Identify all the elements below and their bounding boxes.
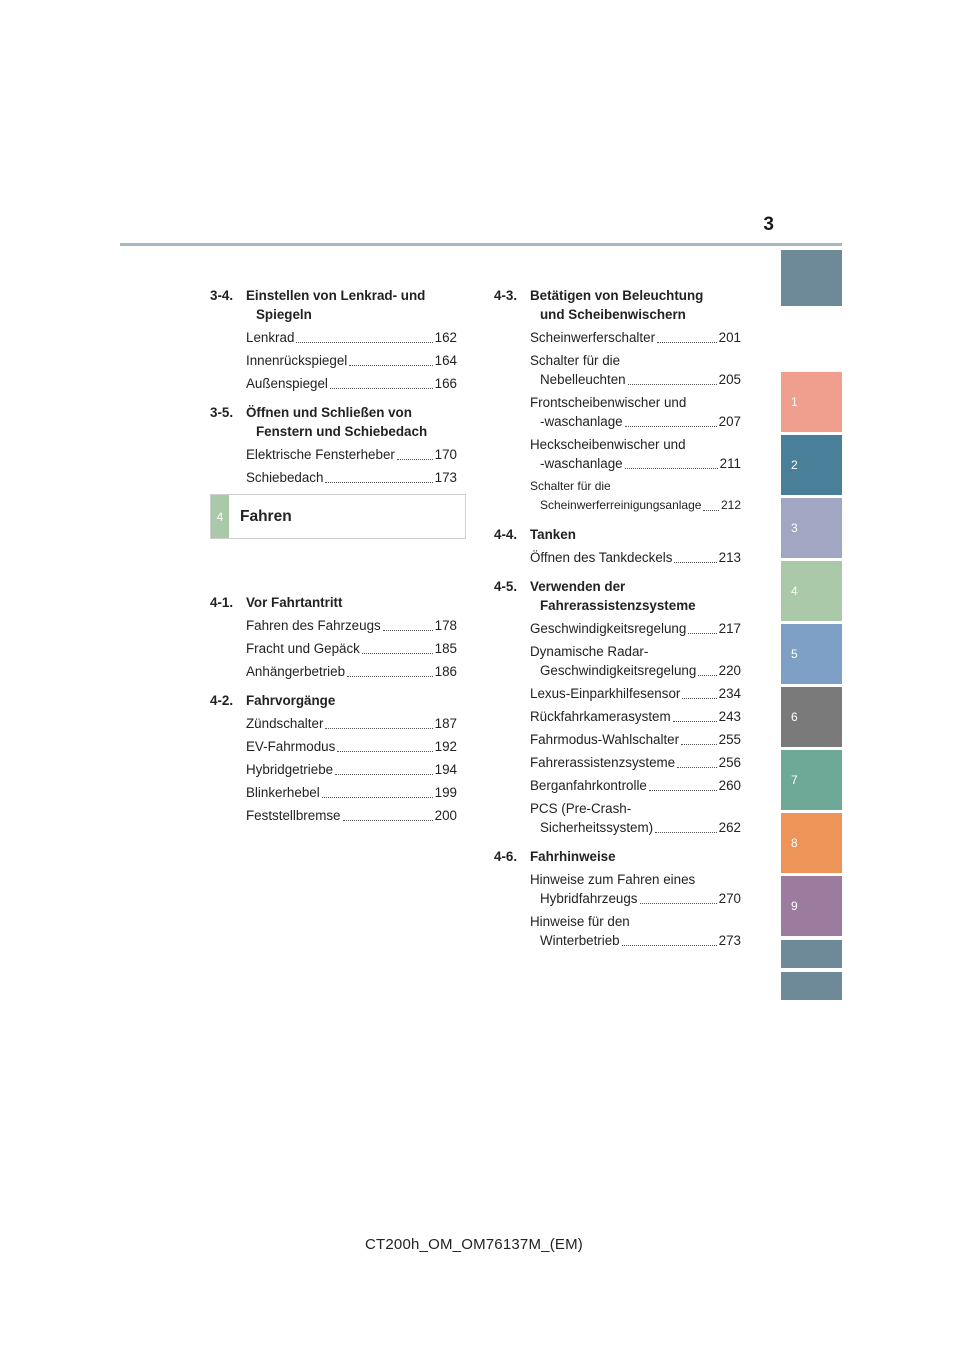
toc-entry[interactable] (210, 328, 457, 347)
toc-section-title: Fahrerassistenzsysteme (540, 598, 696, 613)
toc-entry[interactable] (210, 616, 457, 635)
toc-entry-page: 255 (718, 732, 741, 747)
toc-entry-page: 192 (434, 739, 457, 754)
toc-entry-page: 173 (434, 470, 457, 485)
toc-leader-dots (677, 767, 717, 768)
toc-section-number: 3-5. (210, 405, 234, 420)
toc-entry-page: 260 (718, 778, 741, 793)
toc-entry-row (246, 351, 457, 370)
toc-entry[interactable] (494, 548, 741, 567)
toc-leader-dots (655, 832, 717, 833)
toc-entry-row (246, 616, 457, 635)
toc-entry-page: 205 (718, 372, 741, 387)
toc-entry-page: 256 (718, 755, 741, 770)
toc-section-title: Betätigen von Beleuchtung (530, 288, 704, 303)
toc-entry-page: 199 (434, 785, 457, 800)
toc-leader-dots (673, 721, 717, 722)
toc-entry-label: -waschanlage (540, 456, 623, 471)
toc-entry-page: 201 (718, 330, 741, 345)
toc-entry-label: Winterbetrieb (540, 933, 620, 948)
toc-entry-prefix: PCS (Pre-Crash- (530, 801, 632, 816)
toc-entry-label: Anhängerbetrieb (246, 664, 346, 679)
toc-entry-label: Fracht und Gepäck (246, 641, 360, 656)
toc-entry-label: Geschwindigkeitsregelung (530, 621, 687, 636)
toc-leader-dots (674, 562, 716, 563)
toc-entry-row (530, 328, 741, 347)
toc-entry-page: 262 (718, 820, 741, 835)
toc-entry[interactable] (210, 737, 457, 756)
toc-section[interactable] (210, 593, 457, 612)
toc-entry-label: Lenkrad (246, 330, 295, 345)
toc-entry-prefix: Heckscheibenwischer und (530, 437, 686, 452)
toc-right-column (494, 286, 741, 950)
toc-entry-label: Lexus-Einparkhilfesensor (530, 686, 681, 701)
toc-entry-row (246, 806, 457, 825)
chapter-tab-blank-11[interactable] (781, 972, 842, 1000)
toc-leader-dots (325, 482, 432, 483)
toc-entry-page: 166 (434, 376, 457, 391)
toc-entry-label: Außenspiegel (246, 376, 328, 391)
toc-entry-page: 217 (718, 621, 741, 636)
toc-section-number: 4-6. (494, 849, 518, 864)
toc-entry-label: Scheinwerferschalter (530, 330, 656, 345)
toc-entry[interactable] (210, 714, 457, 733)
toc-section-title: Fenstern und Schiebedach (256, 424, 428, 439)
toc-section[interactable] (494, 577, 741, 615)
toc-section-title: Tanken (530, 527, 576, 542)
toc-leader-dots (383, 630, 433, 631)
toc-entry[interactable] (210, 662, 457, 681)
toc-entry-row (246, 445, 457, 464)
toc-entry-label: Fahrmodus-Wahlschalter (530, 732, 680, 747)
toc-entry-page: 178 (434, 618, 457, 633)
toc-section-number: 4-3. (494, 288, 518, 303)
toc-entry[interactable] (210, 374, 457, 393)
toc-entry-page: 164 (434, 353, 457, 368)
toc-entry-row (246, 639, 457, 658)
toc-entry[interactable] (210, 783, 457, 802)
toc-entry-prefix: Frontscheibenwischer und (530, 395, 687, 410)
toc-leader-dots (657, 342, 717, 343)
toc-entry-page: 162 (434, 330, 457, 345)
toc-entry[interactable] (210, 639, 457, 658)
toc-entry-prefix: Schalter für die (530, 353, 621, 368)
toc-entry-page: 211 (719, 456, 741, 471)
toc-entry[interactable] (210, 806, 457, 825)
toc-entry-label: Öffnen des Tankdeckels (530, 550, 673, 565)
toc-leader-dots (622, 945, 717, 946)
toc-entry-row (246, 737, 457, 756)
toc-section[interactable] (494, 525, 741, 544)
toc-entry-label: Fahrerassistenzsysteme (530, 755, 676, 770)
page-number: 3 (763, 214, 774, 235)
toc-entry[interactable] (494, 753, 741, 772)
toc-leader-dots (325, 728, 432, 729)
toc-entry-label: Blinkerhebel (246, 785, 320, 800)
toc-leader-dots (628, 384, 717, 385)
toc-entry-row (246, 662, 457, 681)
toc-leader-dots (649, 790, 717, 791)
toc-entry-row (530, 454, 741, 473)
toc-entry-page: 234 (718, 686, 741, 701)
toc-entry[interactable] (494, 870, 741, 908)
toc-leader-dots (698, 675, 716, 676)
toc-entry-row (530, 548, 741, 567)
toc-section[interactable] (494, 286, 741, 324)
toc-entry-label: Sicherheitssystem) (540, 820, 654, 835)
toc-leader-dots (349, 365, 432, 366)
toc-section-title: und Scheibenwischern (540, 307, 686, 322)
footer-code: CT200h_OM_OM76137M_(EM) (364, 1236, 583, 1253)
toc-entry-row (246, 714, 457, 733)
toc-entry-page: 212 (720, 498, 741, 512)
toc-section[interactable] (494, 847, 741, 866)
chapter-tab-4[interactable]: 4 (781, 561, 842, 621)
toc-entry-label: Schiebedach (246, 470, 324, 485)
toc-entry-label: Berganfahrkontrolle (530, 778, 647, 793)
chapter-tab-9[interactable]: 9 (781, 876, 842, 936)
toc-entry-row (530, 619, 741, 638)
toc-leader-dots (688, 633, 716, 634)
toc-entry[interactable] (494, 912, 741, 950)
toc-entry-label: Zündschalter (246, 716, 324, 731)
toc-entry-row (530, 931, 741, 950)
toc-section-number: 4-2. (210, 693, 234, 708)
chapter-tab-blank-0[interactable] (781, 250, 842, 306)
toc-entry-label: -waschanlage (540, 414, 623, 429)
toc-entry-row (530, 707, 741, 726)
toc-section-number: 4-5. (494, 579, 518, 594)
toc-entry-row (246, 374, 457, 393)
toc-entry-row (246, 328, 457, 347)
toc-entry-page: 207 (718, 414, 741, 429)
toc-entry-row (530, 889, 741, 908)
toc-section-title: Vor Fahrtantritt (246, 595, 343, 610)
toc-section-title: Öffnen und Schließen von (246, 405, 412, 420)
toc-entry-label: Feststellbremse (246, 808, 341, 823)
toc-leader-dots (335, 774, 433, 775)
chapter-header (210, 494, 466, 539)
toc-entry-row (530, 818, 741, 837)
toc-entry-page: 273 (718, 933, 741, 948)
toc-leader-dots (397, 459, 433, 460)
toc-entry[interactable] (210, 351, 457, 370)
chapter-tab-7[interactable]: 7 (781, 750, 842, 810)
toc-entry-prefix: Schalter für die (530, 479, 611, 493)
chapter-tab-blank-10[interactable] (781, 940, 842, 968)
header-rule (120, 243, 842, 246)
toc-entry[interactable] (494, 435, 741, 473)
toc-left-column (210, 286, 457, 825)
chapter-number: 4 (211, 495, 229, 538)
toc-section-number: 4-1. (210, 595, 234, 610)
toc-entry[interactable] (494, 776, 741, 795)
toc-entry[interactable] (494, 351, 741, 389)
toc-entry[interactable] (210, 760, 457, 779)
toc-entry-label: Elektrische Fensterheber (246, 447, 395, 462)
toc-entry[interactable] (494, 684, 741, 703)
toc-leader-dots (625, 468, 718, 469)
toc-entry[interactable] (210, 468, 457, 487)
toc-entry-page: 200 (434, 808, 457, 823)
toc-entry-row (530, 730, 741, 749)
chapter-title: Fahren (240, 507, 292, 525)
toc-leader-dots (682, 698, 716, 699)
toc-entry-label: Fahren des Fahrzeugs (246, 618, 381, 633)
toc-section-number: 3-4. (210, 288, 234, 303)
chapter-tab-3[interactable]: 3 (781, 498, 842, 558)
toc-entry-label: EV-Fahrmodus (246, 739, 336, 754)
toc-entry[interactable] (494, 642, 741, 680)
toc-leader-dots (296, 342, 432, 343)
toc-entry-row (530, 753, 741, 772)
toc-entry-row (246, 468, 457, 487)
toc-entry[interactable] (494, 619, 741, 638)
toc-leader-dots (681, 744, 717, 745)
toc-section-title: Fahrhinweise (530, 849, 616, 864)
toc-section[interactable] (210, 286, 457, 324)
toc-leader-dots (337, 751, 432, 752)
chapter-tab-1[interactable]: 1 (781, 372, 842, 432)
chapter-tab-2[interactable]: 2 (781, 435, 842, 495)
toc-section[interactable] (210, 403, 457, 441)
toc-entry-page: 220 (718, 663, 741, 678)
chapter-tab-6[interactable]: 6 (781, 687, 842, 747)
toc-entry-label: Innenrückspiegel (246, 353, 348, 368)
toc-section-title: Fahrvorgänge (246, 693, 336, 708)
toc-entry[interactable] (210, 445, 457, 464)
toc-leader-dots (322, 797, 433, 798)
toc-entry-row (530, 684, 741, 703)
toc-entry[interactable] (494, 730, 741, 749)
toc-entry[interactable] (494, 477, 741, 515)
toc-entry-label: Nebelleuchten (540, 372, 626, 387)
toc-entry-prefix: Dynamische Radar- (530, 644, 649, 659)
toc-entry-page: 213 (718, 550, 741, 565)
toc-section[interactable] (210, 691, 457, 710)
toc-leader-dots (640, 903, 717, 904)
toc-entry-row (530, 776, 741, 795)
toc-entry-page: 243 (718, 709, 741, 724)
toc-entry-page: 187 (434, 716, 457, 731)
toc-entry-row (530, 661, 741, 680)
toc-entry-label: Hybridfahrzeugs (540, 891, 638, 906)
toc-entry-row (530, 370, 741, 389)
toc-section-title: Spiegeln (256, 307, 312, 322)
toc-entry-label: Scheinwerferreinigungsanlage (540, 498, 702, 512)
toc-leader-dots (330, 388, 433, 389)
toc-leader-dots (362, 653, 433, 654)
toc-entry-row (246, 783, 457, 802)
toc-entry[interactable] (494, 393, 741, 431)
toc-section-title: Verwenden der (530, 579, 626, 594)
toc-leader-dots (347, 676, 433, 677)
toc-section-number: 4-4. (494, 527, 518, 542)
toc-entry-label: Geschwindigkeitsregelung (540, 663, 697, 678)
toc-entry-row (530, 412, 741, 431)
toc-leader-dots (625, 426, 717, 427)
toc-entry-row (246, 760, 457, 779)
chapter-tab-5[interactable]: 5 (781, 624, 842, 684)
toc-entry-page: 270 (718, 891, 741, 906)
toc-entry-prefix: Hinweise für den (530, 914, 630, 929)
chapter-tab-8[interactable]: 8 (781, 813, 842, 873)
toc-entry-label: Rückfahrkamerasystem (530, 709, 671, 724)
toc-entry-page: 185 (434, 641, 457, 656)
toc-leader-dots (703, 510, 719, 511)
toc-entry[interactable] (494, 799, 741, 837)
toc-entry-page: 170 (434, 447, 457, 462)
toc-section-title: Einstellen von Lenkrad- und (246, 288, 426, 303)
toc-entry-page: 186 (434, 664, 457, 679)
toc-entry-row (530, 496, 741, 515)
toc-entry-page: 194 (434, 762, 457, 777)
toc-leader-dots (343, 820, 433, 821)
toc-entry-prefix: Hinweise zum Fahren eines (530, 872, 696, 887)
toc-entry[interactable] (494, 707, 741, 726)
toc-entry[interactable] (494, 328, 741, 347)
toc-entry-label: Hybridgetriebe (246, 762, 334, 777)
